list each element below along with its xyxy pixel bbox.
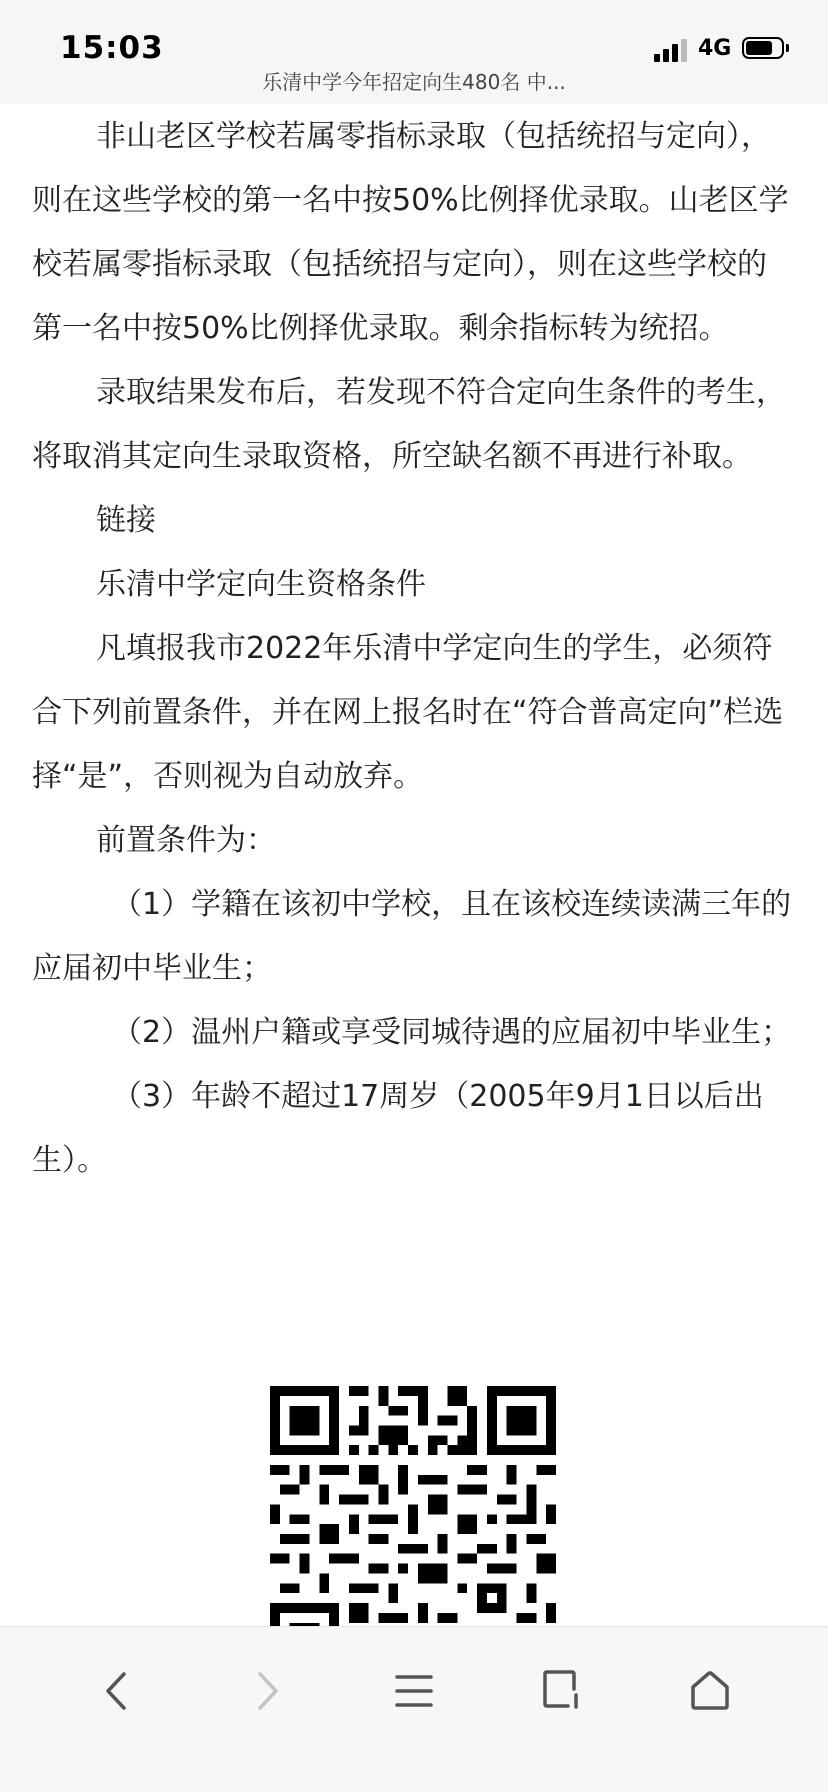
menu-icon[interactable] [382,1659,446,1723]
article-paragraph: 非山老区学校若属零指标录取（包括统招与定向），则在这些学校的第一名中按50%比例择优录取。山老区学校若属零指标录取（包括统招与定向），则在这些学校的第一名中按50%比例择优录取。剩余指标转为统招。 [32,119,789,346]
article-paragraph: 凡填报我市2022年乐清中学定向生的学生，必须符合下列前置条件，并在网上报名时在“符合普高定向”栏选择“是”，否则视为自动放弃。 [32,631,784,794]
condition-item: （1）学籍在该初中学校，且在该校连续读满三年的应届初中毕业生； [32,887,792,986]
signal-icon [654,38,688,62]
section-heading: 乐清中学定向生资格条件 [96,567,426,602]
tabs-icon[interactable] [530,1659,594,1723]
status-bar [0,0,828,104]
status-time: 15:03 [60,30,164,66]
condition-item: （2）温州户籍或享受同城待遇的应届初中毕业生； [112,1015,792,1050]
network-type: 4G [698,36,732,61]
bottom-toolbar [0,1626,828,1792]
link-heading: 链接 [96,503,156,538]
conditions-heading: 前置条件为： [96,823,276,858]
condition-item: （3）年龄不超过17周岁（2005年9月1日以后出生）。 [32,1079,764,1178]
home-icon[interactable] [678,1659,742,1723]
chevron-right-icon[interactable] [234,1659,298,1723]
battery-icon [742,37,790,61]
page-title[interactable]: 乐清中学今年招定向生480名 中... [262,70,566,94]
article-paragraph: 录取结果发布后，若发现不符合定向生条件的考生，将取消其定向生录取资格，所空缺名额不再进行补取。 [32,375,786,474]
article-content [32,104,796,1193]
chevron-left-icon[interactable] [86,1659,150,1723]
